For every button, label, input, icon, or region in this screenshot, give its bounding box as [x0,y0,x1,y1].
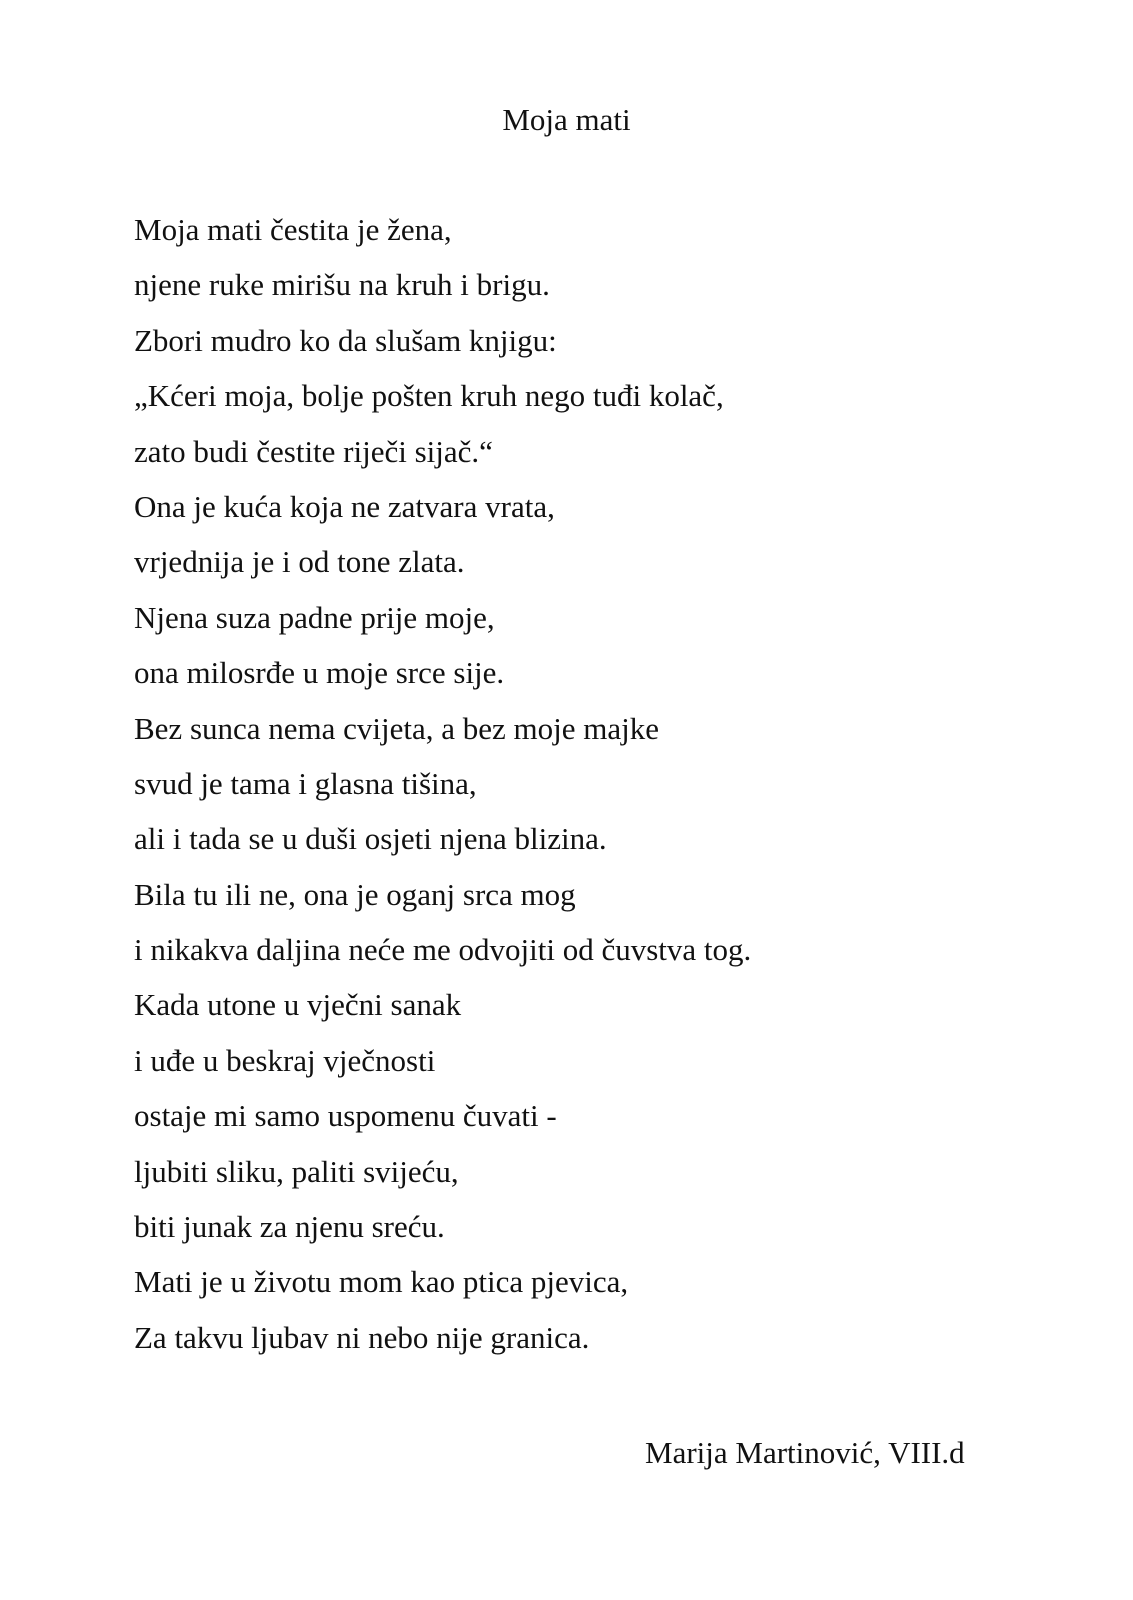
poem-line: „Kćeri moja, bolje pošten kruh nego tuđi kolač, [134,378,724,414]
poem-body [134,210,751,1373]
poem-line: ali i tada se u duši osjeti njena blizina. [134,821,607,857]
poem-line: Bila tu ili ne, ona je oganj srca mog [134,876,576,912]
poem-line: zato budi čestite riječi sijač.“ [134,433,493,469]
poem-line: Njena suza padne prije moje, [134,599,495,635]
poem-line: Za takvu ljubav ni nebo nije granica. [134,1319,590,1355]
poem-line: Kada utone u vječni sanak [134,987,462,1023]
poem-line: i uđe u beskraj vječnosti [134,1042,436,1078]
poem-line: Moja mati čestita je žena, [134,212,452,247]
poem-line: vrjednija je i od tone zlata. [134,544,465,580]
poem-line: Zbori mudro ko da slušam knjigu: [134,322,557,358]
poem-line: Bez sunca nema cvijeta, a bez moje majke [134,710,660,746]
poem-title: Moja mati [502,102,631,137]
poem-line: Mati je u životu mom kao ptica pjevica, [134,1264,629,1300]
poem-line: ostaje mi samo uspomenu čuvati - [134,1098,557,1134]
poem-line: njene ruke mirišu na kruh i brigu. [134,267,550,303]
poem-line: ljubiti sliku, paliti svijeću, [134,1153,459,1189]
poem-line: Ona je kuća koja ne zatvara vrata, [134,488,555,524]
author-signature: Marija Martinović, VIII.d [645,1435,965,1470]
poem-line: i nikakva daljina neće me odvojiti od čuvstva tog. [134,932,752,968]
poem-line: ona milosrđe u moje srce sije. [134,655,505,691]
poem-line: svud je tama i glasna tišina, [134,765,477,801]
poem-line: biti junak za njenu sreću. [134,1209,445,1245]
